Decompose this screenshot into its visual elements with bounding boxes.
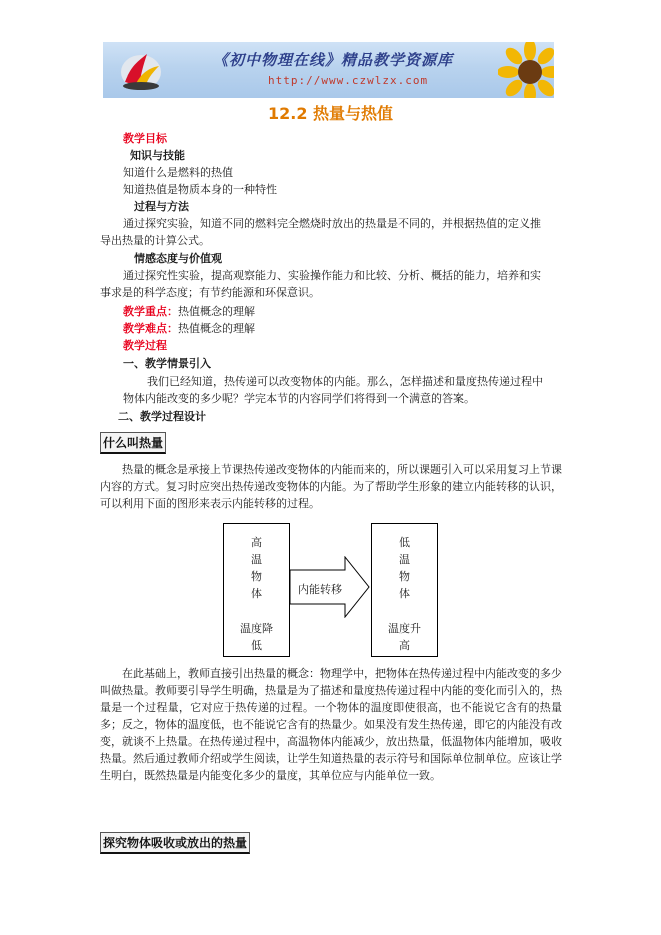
attitude-text-1: 通过探究性实验，提高观察能力、实验操作能力和比较、分析、概括的能力，培养和实: [123, 269, 541, 282]
document-title: 12.2 热量与热值: [267, 104, 394, 123]
intro-text-1: 我们已经知道，热传递可以改变物体的内能。那么，怎样描述和量度热传递过程中: [147, 375, 543, 388]
intro-heading: 一、教学情景引入: [123, 357, 211, 370]
teaching-key-label: 教学重点：: [123, 305, 178, 318]
high-temp-char-3: 物: [251, 570, 262, 583]
low-temp-char-1: 低: [399, 536, 410, 549]
high-temp-foot-2: 低: [251, 639, 262, 652]
banner-title: 《初中物理在线》精品教学资源库: [213, 51, 454, 69]
teaching-difficulty-text: 热值概念的理解: [178, 322, 255, 335]
high-temp-object-box: [223, 523, 290, 657]
section1-paragraph-2: 在此基础上，教师直接引出热量的概念：物理学中，把物体在热传递过程中内能改变的多少叫做热量。教师要引导学生明确，热量是为了描述和量度热传递过程中内能的变化而引入的，热量是一个过程量，它对应于热传递的过程。一个物体的温度即使很高，也不能说它含有的热量多；反之，物体的温度低，也不能说它含有的热量少。如果没有发生热传递，即它的内能没有改变，就谈不上热量。在热传递过程中，高温物体内能减少，放出热量，低温物体内能增加，吸收热量。然后通过教师介绍或学生阅读，让学生知道热量的表示符号和国际单位制单位。应该让学生明白，既然热量是内能变化多少的量度，其单位应与内能单位一致。: [100, 667, 562, 782]
teaching-difficulty: [123, 321, 255, 337]
high-temp-char-4: 体: [251, 587, 262, 600]
attitude-text-2: 事求是的科学态度；有节约能源和环保意识。: [100, 286, 320, 299]
low-temp-char-2: 温: [399, 553, 410, 566]
high-temp-char-1: 高: [251, 536, 262, 549]
low-temp-object-box: [371, 523, 438, 657]
process-heading: 过程与方法: [134, 200, 189, 213]
knowledge-item-1: 知道什么是燃料的热值: [123, 166, 233, 179]
section1-paragraph-1: 热量的概念是承接上节课热传递改变物体的内能而来的，所以课题引入可以采用复习上节课内容的方式。复习时应突出热传递改变物体的内能。为了帮助学生形象的建立内能转移的认识，可以利用下面的图形来表示内能转移的过程。: [100, 463, 562, 510]
teaching-key: [123, 304, 255, 320]
teaching-difficulty-label: 教学难点：: [123, 322, 178, 335]
high-temp-foot-1: 温度降: [240, 622, 273, 635]
low-temp-foot-2: 高: [399, 639, 410, 652]
objectives-heading: 教学目标: [123, 132, 167, 145]
intro-text-2: 物体内能改变的多少呢？学完本节的内容同学们将得到一个满意的答案。: [123, 392, 475, 405]
section-heading-explore: 探究物体吸收或放出的热量: [100, 832, 250, 854]
banner-url[interactable]: http://www.czwlzx.com: [268, 74, 429, 87]
knowledge-item-2: 知道热值是物质本身的一种特性: [123, 183, 277, 196]
section-heading-heat: 什么叫热量: [100, 432, 166, 454]
high-temp-char-2: 温: [251, 553, 262, 566]
site-logo-icon: [117, 46, 165, 94]
process-text-2: 导出热量的计算公式。: [100, 234, 210, 247]
teaching-key-text: 热值概念的理解: [178, 305, 255, 318]
sunflower-icon: [498, 42, 554, 98]
process-text-1: 通过探究实验，知道不同的燃料完全燃烧时放出的热量是不同的，并根据热值的定义推: [123, 217, 541, 230]
attitude-heading: 情感态度与价值观: [134, 252, 222, 265]
arrow-label: 内能转移: [298, 583, 342, 596]
low-temp-char-4: 体: [399, 587, 410, 600]
design-heading: 二、教学过程设计: [118, 410, 206, 423]
knowledge-heading: 知识与技能: [130, 149, 185, 162]
teaching-process-label: 教学过程: [123, 339, 167, 352]
low-temp-char-3: 物: [399, 570, 410, 583]
header-banner: [103, 42, 554, 98]
low-temp-foot-1: 温度升: [388, 622, 421, 635]
